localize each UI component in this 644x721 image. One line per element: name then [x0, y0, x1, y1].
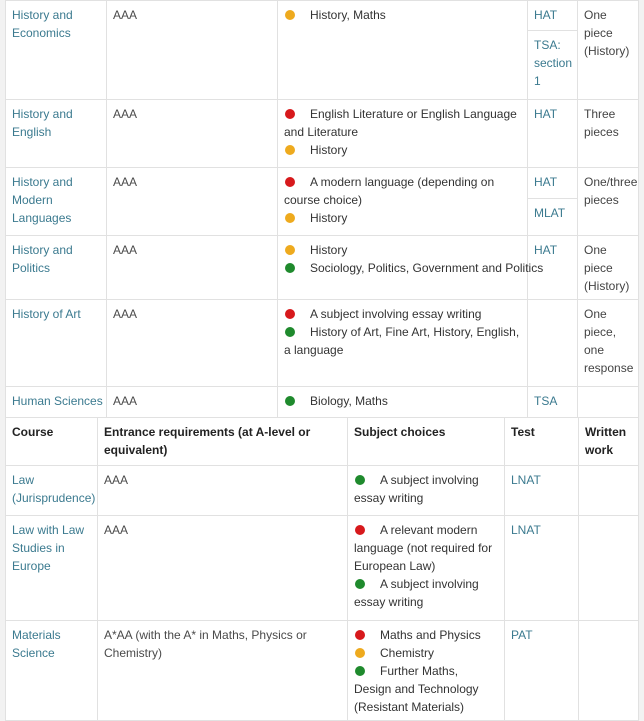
amber-dot-icon	[285, 145, 295, 155]
test-link[interactable]: HAT	[534, 175, 558, 189]
courses-table-top	[5, 0, 639, 419]
course-cell	[6, 516, 98, 621]
course-link[interactable]: History and Politics	[12, 243, 73, 275]
subject-cell	[278, 1, 528, 100]
table-row	[6, 466, 639, 516]
test-cell	[505, 516, 579, 621]
header-test: Test	[505, 418, 579, 466]
subject-cell	[348, 466, 505, 516]
subject-item: A modern language (depending on course choice)	[284, 175, 495, 207]
subject-cell	[278, 168, 528, 236]
subject-item: Further Maths, Design and Technology (Resistant Materials)	[354, 664, 479, 714]
test-cell	[505, 466, 579, 516]
written-cell: One piece (History)	[578, 1, 639, 100]
amber-dot-icon	[355, 648, 365, 658]
requirement-cell: AAA	[107, 387, 278, 419]
requirement-cell: AAA	[107, 100, 278, 168]
course-link[interactable]: History and Economics	[12, 8, 73, 40]
subject-item: Sociology, Politics, Government and Politics	[284, 259, 521, 277]
red-dot-icon	[355, 525, 365, 535]
subject-cell	[278, 300, 528, 387]
subject-item: Biology, Maths	[284, 392, 521, 410]
test-cell	[528, 168, 578, 236]
amber-dot-icon	[285, 245, 295, 255]
red-dot-icon	[285, 177, 295, 187]
course-link[interactable]: Materials Science	[12, 628, 61, 660]
course-cell	[6, 387, 107, 419]
written-cell: One/three pieces	[578, 168, 639, 236]
subject-item: Maths and Physics	[354, 626, 498, 644]
test-link[interactable]: HAT	[534, 8, 558, 22]
written-cell	[579, 621, 639, 721]
header-requirements: Entrance requirements (at A-level or equivalent)	[98, 418, 348, 466]
table-row	[6, 168, 639, 236]
table-row	[6, 516, 639, 621]
subject-cell	[278, 387, 528, 419]
red-dot-icon	[355, 630, 365, 640]
course-link[interactable]: Human Sciences	[12, 394, 103, 408]
subject-item: History	[284, 209, 521, 227]
requirement-cell: AAA	[107, 236, 278, 300]
course-link[interactable]: History and English	[12, 107, 73, 139]
subject-item: A relevant modern language (not required for European Law)	[354, 523, 493, 573]
courses-table-bottom	[5, 417, 639, 721]
requirement-cell: AAA	[98, 516, 348, 621]
green-dot-icon	[285, 263, 295, 273]
requirement-cell: AAA	[107, 300, 278, 387]
header-subjects: Subject choices	[348, 418, 505, 466]
written-cell	[579, 516, 639, 621]
subject-cell	[278, 236, 544, 300]
test-link[interactable]: PAT	[511, 628, 533, 642]
subject-item: History, Maths	[284, 6, 521, 24]
subject-cell	[348, 621, 505, 721]
test-cell	[528, 100, 578, 168]
test-link[interactable]: HAT	[534, 107, 558, 121]
written-cell: One piece (History)	[578, 236, 639, 300]
course-link[interactable]: Law (Jurisprudence)	[12, 473, 96, 505]
written-cell: Three pieces	[578, 100, 639, 168]
requirement-cell: A*AA (with the A* in Maths, Physics or Chemistry)	[98, 621, 348, 721]
course-cell	[6, 466, 98, 516]
course-cell	[6, 168, 107, 236]
subject-item: A subject involving essay writing	[354, 577, 479, 609]
written-cell: One piece, one response	[578, 300, 639, 387]
course-cell	[6, 100, 107, 168]
course-cell	[6, 300, 107, 387]
course-cell	[6, 1, 107, 100]
green-dot-icon	[355, 666, 365, 676]
table-row	[6, 300, 639, 387]
test-link[interactable]: LNAT	[511, 473, 541, 487]
red-dot-icon	[285, 309, 295, 319]
table-row	[6, 1, 639, 100]
subject-item: History	[284, 241, 521, 259]
amber-dot-icon	[285, 10, 295, 20]
header-written: Written work	[579, 418, 639, 466]
table-row	[6, 236, 639, 300]
red-dot-icon	[285, 109, 295, 119]
subject-item: Chemistry	[354, 644, 498, 662]
written-cell	[579, 466, 639, 516]
green-dot-icon	[355, 475, 365, 485]
test-link[interactable]: MLAT	[528, 198, 577, 226]
requirement-cell: AAA	[107, 1, 278, 100]
course-link[interactable]: Law with Law Studies in Europe	[12, 523, 85, 573]
course-cell	[6, 236, 107, 300]
subject-item: History	[284, 141, 521, 159]
table-row	[6, 387, 639, 419]
table-row	[6, 621, 639, 721]
test-link[interactable]: TSA: section 1	[528, 30, 577, 94]
course-link[interactable]: History of Art	[12, 307, 81, 321]
green-dot-icon	[355, 579, 365, 589]
green-dot-icon	[285, 327, 295, 337]
table-row	[6, 100, 639, 168]
test-link[interactable]: LNAT	[511, 523, 541, 537]
test-link[interactable]: TSA	[534, 394, 558, 408]
test-cell	[528, 387, 578, 419]
requirement-cell: AAA	[107, 168, 278, 236]
test-cell	[528, 1, 578, 100]
test-link[interactable]: HAT	[534, 243, 558, 257]
subject-item: A subject involving essay writing	[284, 305, 521, 323]
requirement-cell: AAA	[98, 466, 348, 516]
subject-cell	[278, 100, 528, 168]
test-cell	[528, 300, 578, 387]
course-cell	[6, 621, 98, 721]
table-header-row	[6, 418, 639, 466]
header-course: Course	[6, 418, 98, 466]
green-dot-icon	[285, 396, 295, 406]
amber-dot-icon	[285, 213, 295, 223]
subject-cell	[348, 516, 505, 621]
test-cell	[505, 621, 579, 721]
subject-item: English Literature or English Language and Literature	[284, 107, 517, 139]
course-link[interactable]: History and Modern Languages	[12, 175, 73, 225]
subject-item: A subject involving essay writing	[354, 473, 479, 505]
subject-item: History of Art, Fine Art, History, English, a language	[284, 325, 520, 357]
written-cell	[578, 387, 639, 419]
